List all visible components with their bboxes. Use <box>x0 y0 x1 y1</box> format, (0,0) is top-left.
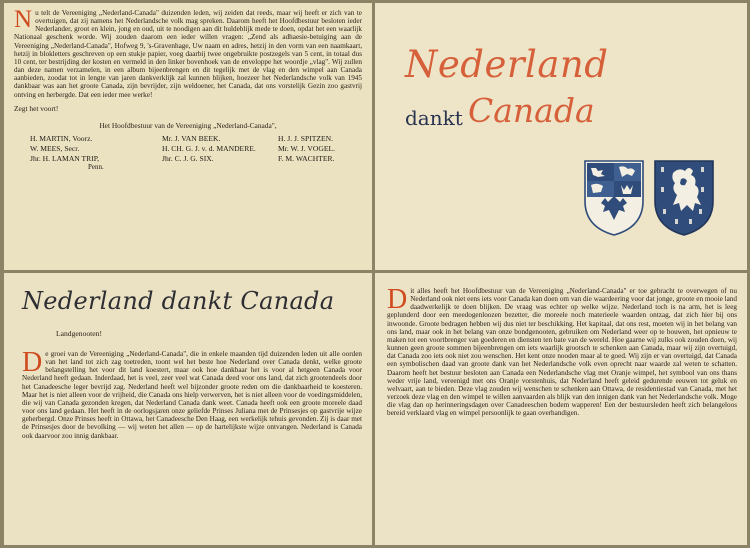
inner-title: Nederland dankt Canada <box>22 287 335 315</box>
appeal-letter-text <box>14 6 362 99</box>
signatory: F. M. WACHTER. <box>278 153 335 163</box>
canada-coat-of-arms-icon <box>581 157 647 237</box>
continuation-text <box>387 284 737 418</box>
signatory: Jhr. C. J. G. SIX. <box>162 153 214 163</box>
drop-cap: D <box>22 347 43 378</box>
inner-body: e groei van de Vereeniging „Nederland-Canada", die in enkele maanden tijd duizenden leden uit alle oorden van het land tot zich zag toetreden, toont wel het beste hoe Nederland over Canada denkt, welke groote belangstelling het voor dit land koestert, maar ook hoe dankbaar het is voor al hetgeen Canada voor Nederland heeft gedaan. Inderdaad, het is veel, zeer veel wat Canada deed voor ons land, dat zich grootendeels door het Canadeesche leger bevrijd zag. Nederland heeft wel bijzonder groote reden om die dankbaarheid te koesteren. Maar het is niet alleen voor de vrijheid, die Canada ons hielp verwerven, het is niet alleen voor de voedingsmiddelen, die wij van Canada gezonden kregen, dat Nederland Canada dank weet. Canada heeft ook een groote moreele daad voor ons land gedaan. Het heeft in de oorlogsjaren onze geliefde Prinses Juliana met de Prinsesjes op gastvrije wijze geherbergd. Onze Prinses heeft in Ottawa, het Canadeesche Den Haag, een werkelijk tehuis gevonden. Zij is daar met de Prinsesjes door de bevolking — wij weten het allen — op de hartelijkste wijze ontvangen. Nederland is Canada ook daarvoor zoo innig dankbaar. <box>22 350 362 440</box>
appeal-letter-body: u telt de Vereeniging „Nederland-Canada" duizenden leden, wij zeiden dat reeds, maar wij heeft er zich van te overtuigen, dat zij namens het Nederlandsche volk mag spreken. Daarom heeft het Hoofdbestuur besloten ieder Nederlander, groot en klein, jong en oud, uit te noodigen aan dit huldeblijk mede te doen, opdat het een waarlijk Nationaal geschenk worde. Wij zouden daarom een ieder willen vragen: „Zend als adhaesie-betuiging aan de Vereeniging „Nederland-Canada", Hofweg 9, 's-Gravenhage, Uw naam en adres, hetzij in den vorm van een naamkaart, hetzij in blokletters geschreven op een stukje papier, voeg daarbij twee ongebruikte postzegels van 5 cent, in totaal dus 10 cent, ter bestrijding der kosten en vermeld in den linker bovenhoek van de enveloppe het woordje „vlag". Wij zullen dan deze namen verzamelen, in een album bijeenbrengen en dit tegelijk met de vlag en den wimpel aan Canada aanbieden, zoodat tot in lengte van jaren dankverklijk zal kunnen blijken, hoezeer het Nederlandsche volk van 1945 dankbaar was aan het groote Canada, zijn bevrijder, zijn weldoener, het Canada, dat ons vorstelijk Gezin zoo gastvrij ontving en herbergde. Dat een ieder mee werke! <box>14 9 362 99</box>
drop-cap: N <box>14 6 33 33</box>
cover-title-canada: Canada <box>468 91 595 130</box>
drop-cap: D <box>387 284 408 315</box>
continuation-panel <box>375 273 747 545</box>
cover-panel <box>375 3 747 270</box>
signatory: Mr. W. J. VOGEL. <box>278 143 336 153</box>
closing-line: Zegt het voort! <box>14 103 59 113</box>
salutation: Landgenooten! <box>56 329 102 338</box>
continuation-body: it alles heeft het Hoofdbestuur van de Vereeniging „Nederland-Canada" er toe gebracht te overwegen of nu Nederland ook niet eens iets voor Canada kan doen om van die waardeering voor dat jonge, groote en mooie land daadwerkelijk te doen blijken. De vraag was echter op welke wijze. Nederland toch is na arm, het is leeg geplunderd door een meedogenloozen bezetter, die moreele noch materieele waarden ontzag, dat zich hier bij ons inwoonde. Groote bedragen hebben wij dus niet ter beschikking. Het kapitaal, dat ons rest, moeten wij in het belang van ons land, maar ook in het belang van onze bondgenooten, gebruiken om Nederland weer op te bouwen, het opnieuw te maken tot een voortbrenger van goederen en diensten ten bate van de wereld. Hoe gaarne wij zulks ook zouden doen, wij kunnen geen groote sommen bijeenbrengen om iets waarlijk grootsch te schenken aan Canada, maar wij zijn overtuigd, dat Canada zoo iets ook niet zou wenschen. Het kent onze nooden maar al te goed. Wij zijn er van overtuigd, dat Canada een symbolischen daad van groote dank van het Nederlandsche volk even oprecht naar waarde zal weten te schatten. Daarom heeft het bestuur besloten aan Canada een Nederlandsche vlag met Oranje wimpel, het symbool van ons thans weder vrije land, vereenigd met ons Oranje vorstenhuis, dat Nederland heeft geleid gedurende eeuwen tot geluk en welvaart, aan te bieden. Deze vlag zouden wij wenschen te schenken aan Ottawa, de residentiestad van Canada, met het verzoek deze vlag en den wimpel te willen aanvaarden als blijk van den innigen dank van het Nederlandsche volk. Moge die vlag dan op herinneringsdagen over Canadeeschen bodem wapperen! Een der bestuursleden heeft zich belangeloos bereid verklaard vlag en wimpel persoonlijk te gaan overhandigen. <box>387 287 737 418</box>
inner-text <box>22 347 362 440</box>
signatory: Jhr. H. LAMAN TRIP, Penn. <box>30 154 158 171</box>
cover-title-nederland: Nederland <box>405 43 609 86</box>
signatory: H. CH. G. J. v. d. MANDERE. <box>162 143 256 153</box>
signatory: H. MARTIN, Voorz. <box>30 133 93 143</box>
board-title: Het Hoofdbestuur van de Vereeniging „Nederland-Canada", <box>99 120 277 130</box>
signatory: Mr. J. VAN BEEK. <box>162 133 221 143</box>
signatory: W. MEES, Secr. <box>30 143 80 153</box>
appeal-letter-panel <box>4 3 372 270</box>
netherlands-coat-of-arms-icon <box>651 157 717 237</box>
signatory-role: Penn. <box>88 162 104 171</box>
signatory: H. J. J. SPITZEN. <box>278 133 334 143</box>
cover-title-dankt: dankt <box>405 106 463 130</box>
signatory-list <box>14 134 362 171</box>
inner-title-panel <box>4 273 372 545</box>
